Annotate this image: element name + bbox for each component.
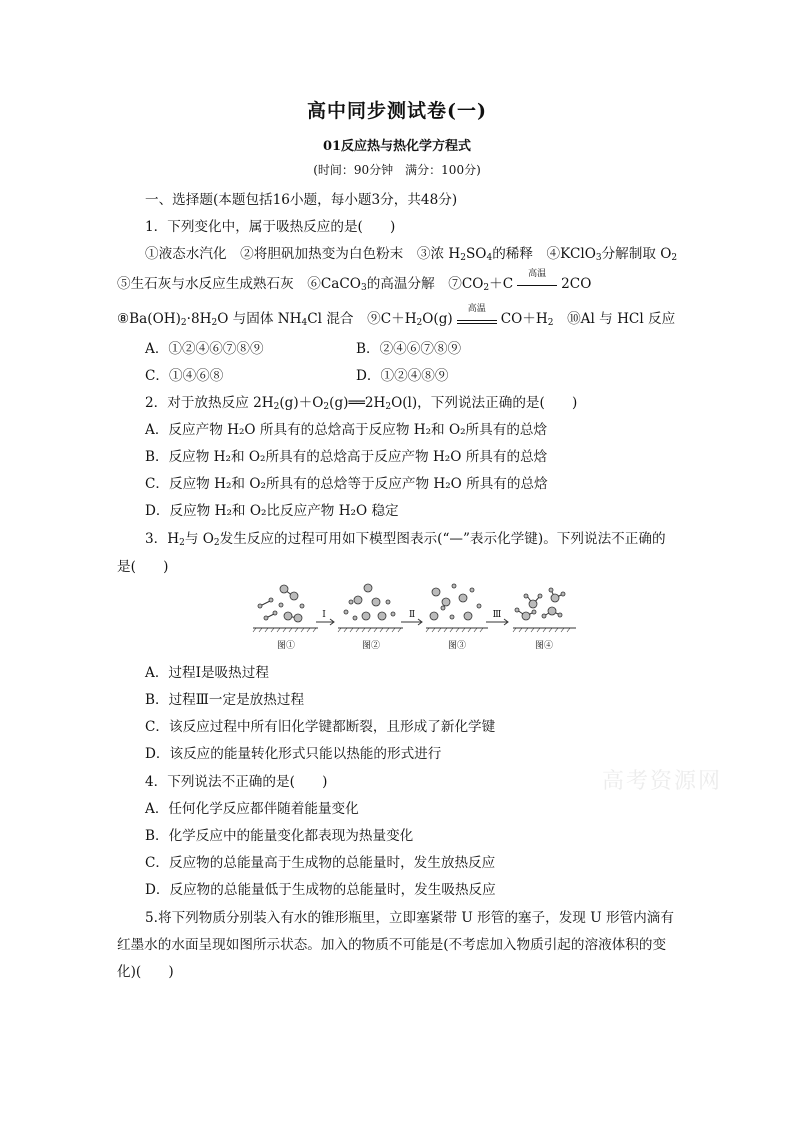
q2-option-b: B．反应物 H₂和 O₂所具有的总焓高于反应产物 H₂O 所具有的总焓 xyxy=(145,449,548,465)
q3-option-c: C．该反应过程中所有旧化学键都断裂，且形成了新化学键 xyxy=(145,719,496,735)
q1-option-b: B．②④⑥⑦⑧⑨ xyxy=(356,341,462,357)
q2-option-c: C．反应物 H₂和 O₂所具有的总焓等于反应产物 H₂O 所具有的总焓 xyxy=(145,476,548,492)
q2-option-d: D．反应物 H₂和 O₂比反应产物 H₂O 稳定 xyxy=(145,503,399,519)
figure-caption-1: 图① xyxy=(276,641,296,651)
step-label-2: Ⅱ xyxy=(408,610,416,620)
q2-option-a: A．反应产物 H₂O 所具有的总焓高于反应物 H₂和 O₂所具有的总焓 xyxy=(145,422,548,438)
figure-caption-3: 图③ xyxy=(447,641,467,651)
q5-stem-line-2: 红墨水的水面呈现如图所示状态。加入的物质不可能是(不考虑加入物质引起的溶液体积的变 xyxy=(117,937,667,953)
q4-option-d: D．反应物的总能量低于生成物的总能量时，发生吸热反应 xyxy=(145,882,496,898)
figure-caption-2: 图② xyxy=(361,641,381,651)
section-heading: 一、选择题(本题包括16小题，每小题3分，共48分) xyxy=(145,192,458,208)
q3-stem-line-2: 是( ) xyxy=(117,559,169,575)
q3-option-a: A．过程Ⅰ是吸热过程 xyxy=(145,665,269,681)
q1-items-line-2: ⑤生石灰与水反应生成熟石灰 ⑥CaCO$_3$的高温分解 $⑦CO_2+C$ 高温 2CO xyxy=(117,268,592,293)
molecule-model-diagram xyxy=(250,576,586,652)
q1-items-line-1: ①液态水汽化 ②将胆矾加热变为白色粉末 ③浓 $H_2SO_4$的稀释 ④KClO$_3$分解制取 $O_2$ xyxy=(145,246,678,263)
figure-caption-4: 图④ xyxy=(534,641,554,651)
q1-option-d: D．①②④⑧⑨ xyxy=(356,368,449,384)
watermark: 高考资源网 xyxy=(602,769,723,794)
q4-option-c: C．反应物的总能量高于生成物的总能量时，发生放热反应 xyxy=(145,855,496,871)
q3-stem-line-1: 3．$H_2$与 $O_2$发生反应的过程可用如下模型图表示(“—”表示化学键)。下列说法不正确的 xyxy=(145,531,666,548)
high-temp-condition-equals: 高温 xyxy=(457,313,497,327)
q5-stem-line-1: 5.将下列物质分别装入有水的锥形瓶里，立即塞紧带 U 形管的塞子，发现 U 形管内滴有 xyxy=(145,910,674,926)
q1-option-c: C．①④⑥⑧ xyxy=(145,368,224,384)
q3-option-d: D．该反应的能量转化形式只能以热能的形式进行 xyxy=(145,746,442,762)
q2-stem: 2．对于放热反应 $2H_2(g)+O_2(g)══2H_2O(l)$，下列说法正确的是( ) xyxy=(145,395,578,412)
q4-option-a: A．任何化学反应都伴随着能量变化 xyxy=(145,801,359,817)
q1-stem: 1．下列变化中，属于吸热反应的是( ) xyxy=(145,219,396,235)
q4-option-b: B．化学反应中的能量变化都表现为热量变化 xyxy=(145,828,414,844)
q4-stem: 4．下列说法不正确的是( ) xyxy=(145,774,328,790)
high-temp-condition-arrow: 高温 xyxy=(517,278,557,292)
page-subtitle: 01反应热与热化学方程式 xyxy=(322,139,472,154)
page-title: 高中同步测试卷(一) xyxy=(307,100,487,122)
q5-stem-line-3: 化)( ) xyxy=(117,964,174,980)
q3-option-b: B．过程Ⅲ一定是放热过程 xyxy=(145,692,305,708)
step-label-1: Ⅰ xyxy=(322,610,326,620)
exam-time-info: (时间：90分钟 满分：100分) xyxy=(313,163,481,177)
q1-items-line-3: $⑧Ba(OH)_2\cdot 8H_2O$ 与固体 $NH_4Cl$ 混合 $⑨C+H_2O(g)$ 高温 $CO+H_2$ ⑩Al 与 HCl 反应 xyxy=(117,303,676,328)
step-label-3: Ⅲ xyxy=(492,610,502,620)
q1-option-a: A．①②④⑥⑦⑧⑨ xyxy=(145,341,264,357)
